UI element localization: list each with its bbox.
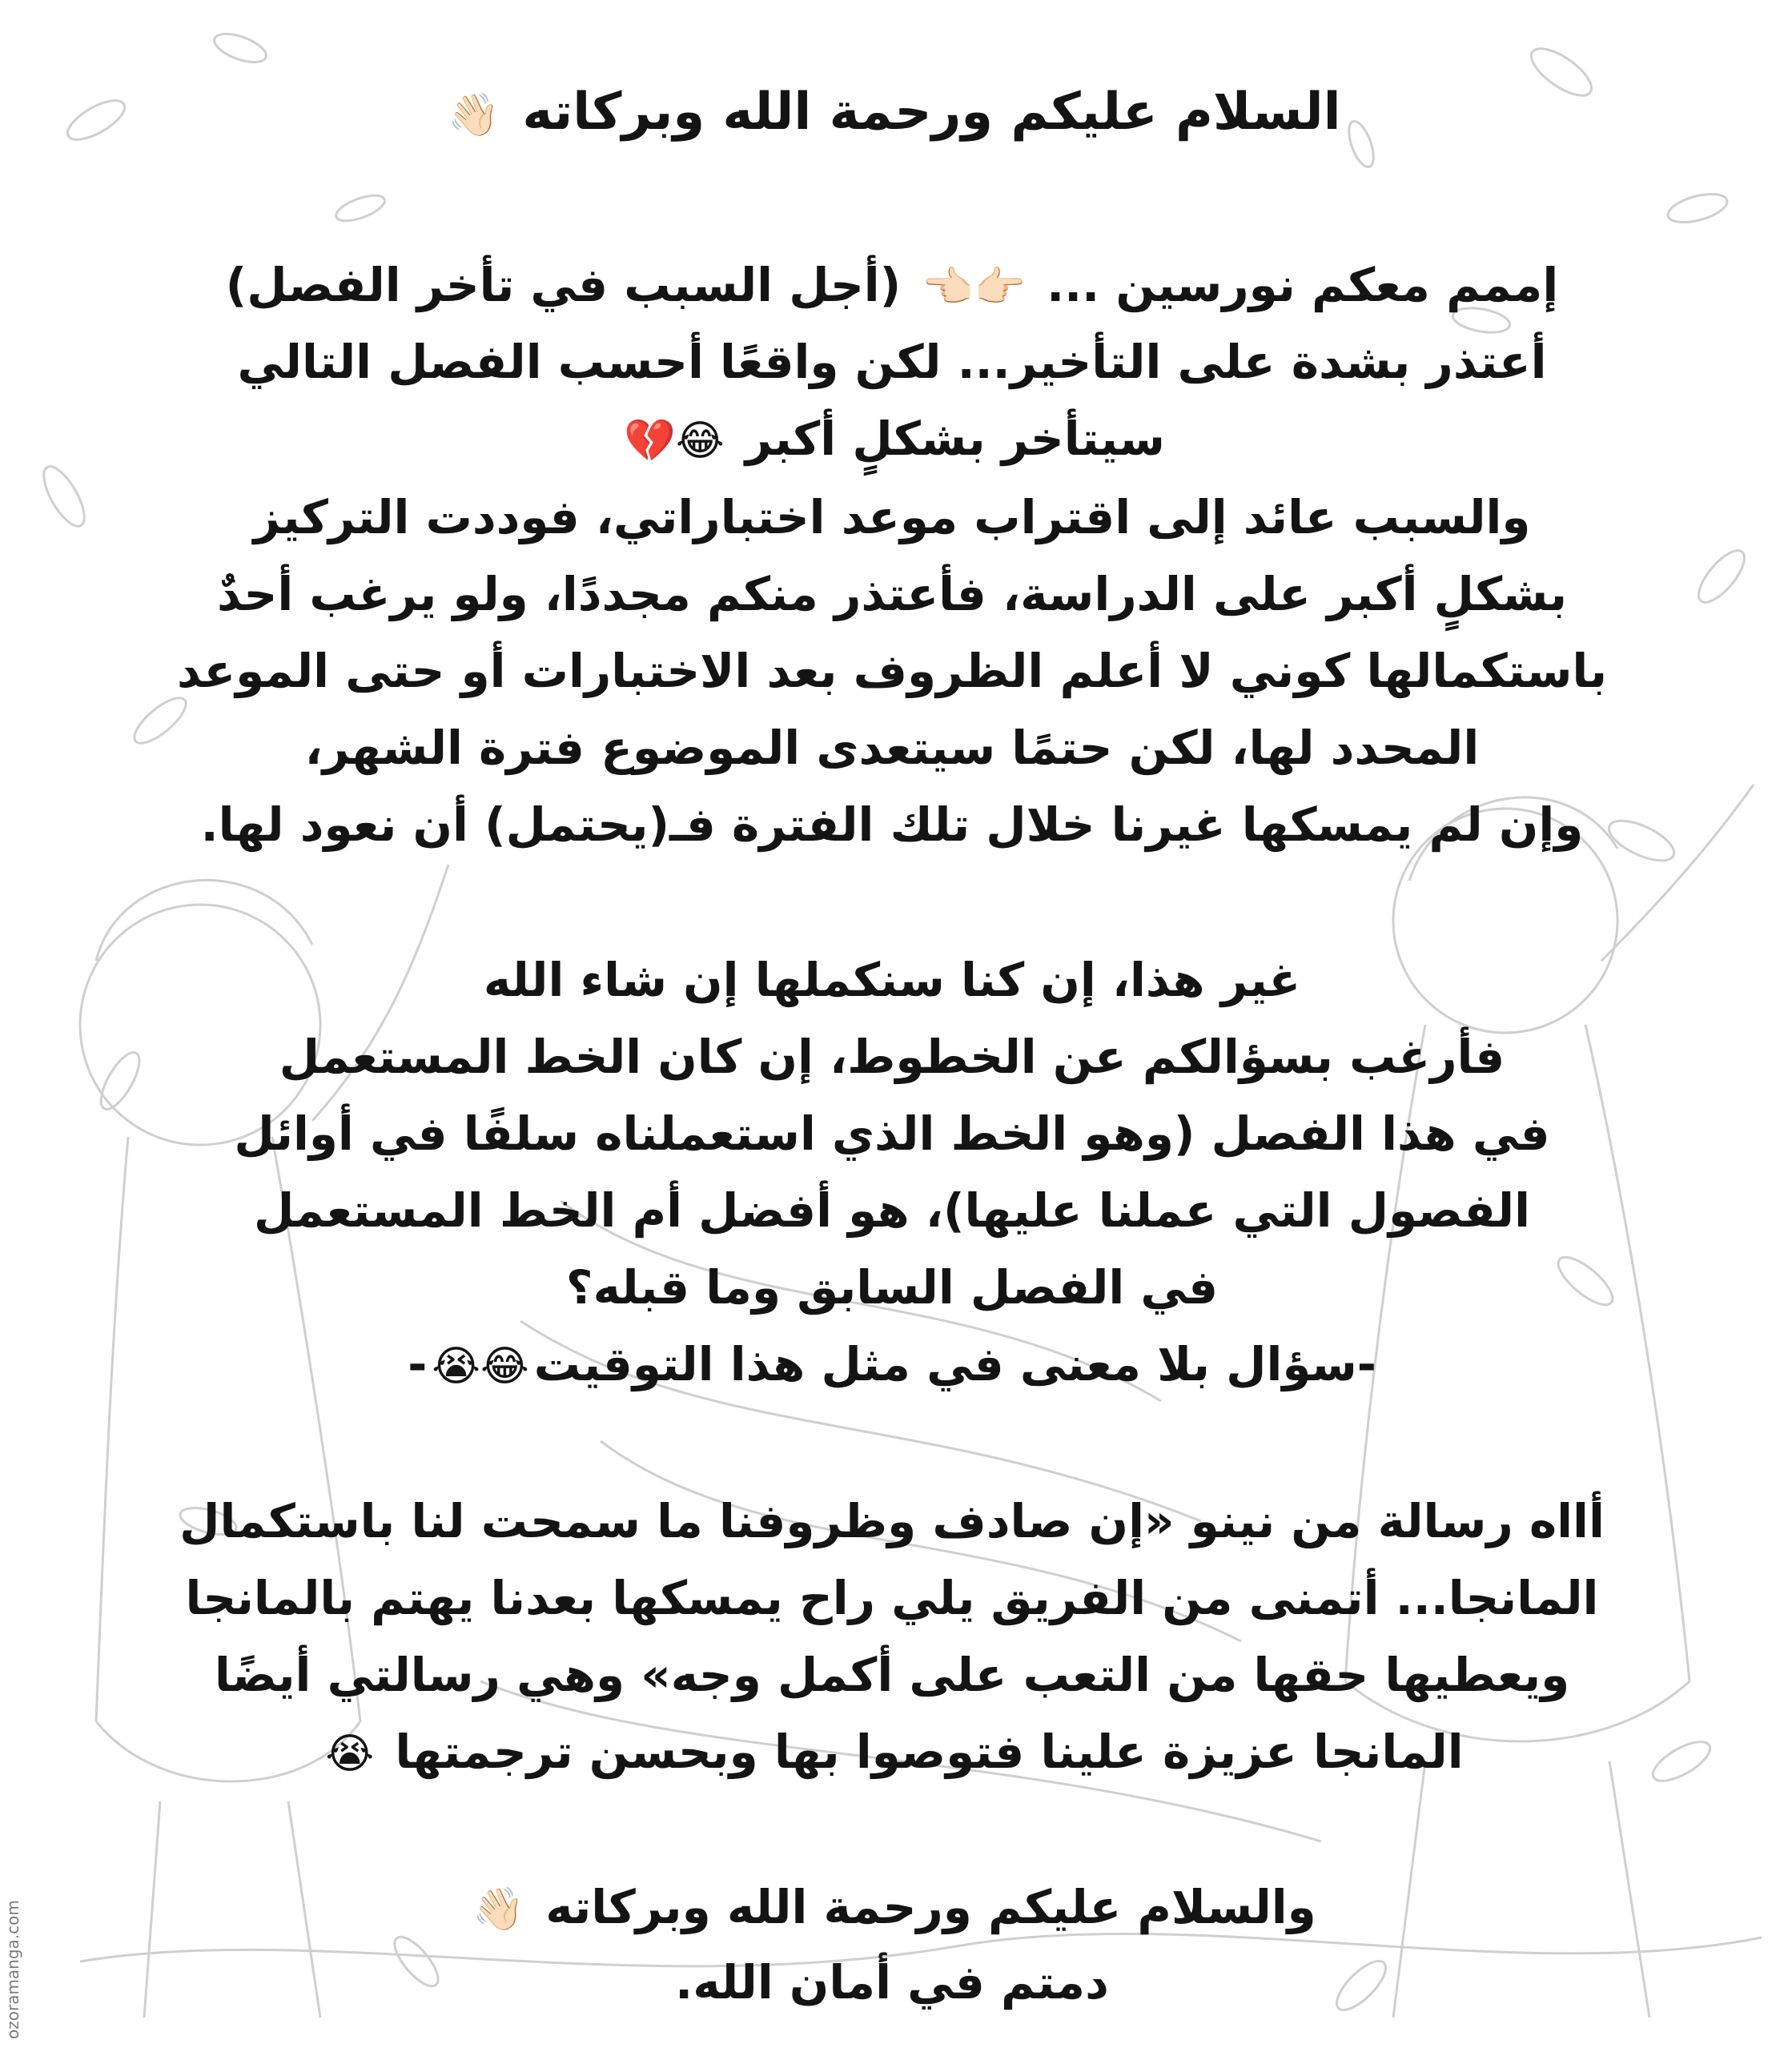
paragraph-line: المحدد لها، لكن حتمًا سيتعدى الموضوع فترة الشهر،: [304, 721, 1480, 775]
paragraph-line: [112, 400, 1672, 477]
paragraph-line: باستكمالها كوني لا أعلم الظروف بعد الاختبارات أو حتى الموعد: [177, 644, 1607, 698]
watermark: ozoramanga.com: [3, 1900, 22, 2039]
paragraph-line: [112, 1713, 1672, 1790]
intro-part2: (أجل السبب في تأخر الفصل): [225, 258, 902, 312]
p1-line2-text: سيتأخر بشكلٍ أكبر: [745, 412, 1165, 466]
paragraph-line: في الفصل السابق وما قبله؟: [565, 1260, 1219, 1315]
laughing-crying-icon: 😂😭: [432, 1343, 529, 1391]
intro-line: [112, 247, 1672, 323]
greeting-line: [112, 74, 1672, 151]
paragraph-line: الفصول التي عملنا عليها)، هو أفضل أم الخط المستعمل: [254, 1183, 1530, 1238]
greeting-text: السلام عليكم ورحمة الله وبركاته: [522, 82, 1341, 142]
p3-last-dash: -: [408, 1337, 428, 1391]
crying-face-icon: 😭: [325, 1730, 375, 1778]
waving-hand-icon: 👋🏻: [448, 91, 500, 139]
paragraph-line: ويعطيها حقها من التعب على أكمل وجه» وهي رسالتي أيضًا: [214, 1648, 1570, 1702]
farewell-line: دمتم في أمان الله.: [675, 1955, 1109, 2010]
paragraph-line: أعتذر بشدة على التأخير... لكن واقعًا أحسب الفصل التالي: [237, 335, 1547, 389]
paragraph-line: بشكلٍ أكبر على الدراسة، فأعتذر منكم مجددًا، ولو يرغب أحدٌ: [217, 567, 1567, 621]
p3-last-text: -سؤال بلا معنى في مثل هذا التوقيت: [533, 1337, 1376, 1391]
closing-text: والسلام عليكم ورحمة الله وبركاته: [545, 1880, 1316, 1934]
waving-hand-icon: 👋🏻: [472, 1885, 525, 1933]
paragraph-line: أااه رسالة من نينو «إن صادف وظروفنا ما سمحت لنا باستكمال: [179, 1494, 1605, 1548]
paragraph-line: غير هذا، إن كنا سنكملها إن شاء الله: [483, 953, 1301, 1007]
paragraph-line: فأرغب بسؤالكم عن الخطوط، إن كان الخط المستعمل: [279, 1030, 1505, 1084]
paragraph-line: في هذا الفصل (وهو الخط الذي استعملناه سلفًا في أوائل: [234, 1106, 1550, 1161]
paragraph-line: والسبب عائد إلى اقتراب موعد اختباراتي، فوددت التركيز: [253, 490, 1531, 544]
pointing-fingers-icon: 👉🏻👈🏻: [922, 263, 1026, 311]
paragraph-line: وإن لم يمسكها غيرنا خلال تلك الفترة فـ(يحتمل) أن نعود لها.: [200, 797, 1584, 852]
closing-line: [112, 1869, 1672, 1946]
paragraph-line: [112, 1326, 1672, 1403]
laughing-brokenheart-icon: 😂💔: [624, 417, 725, 465]
intro-part1: إممم معكم نورسين ...: [1047, 258, 1559, 312]
paragraph-line: المانجا... أتمنى من الفريق يلي راح يمسكها بعدنا يهتم بالمانجا: [185, 1571, 1599, 1625]
p4-last-text: المانجا عزيزة علينا فتوصوا بها وبحسن ترجمتها: [395, 1725, 1464, 1779]
